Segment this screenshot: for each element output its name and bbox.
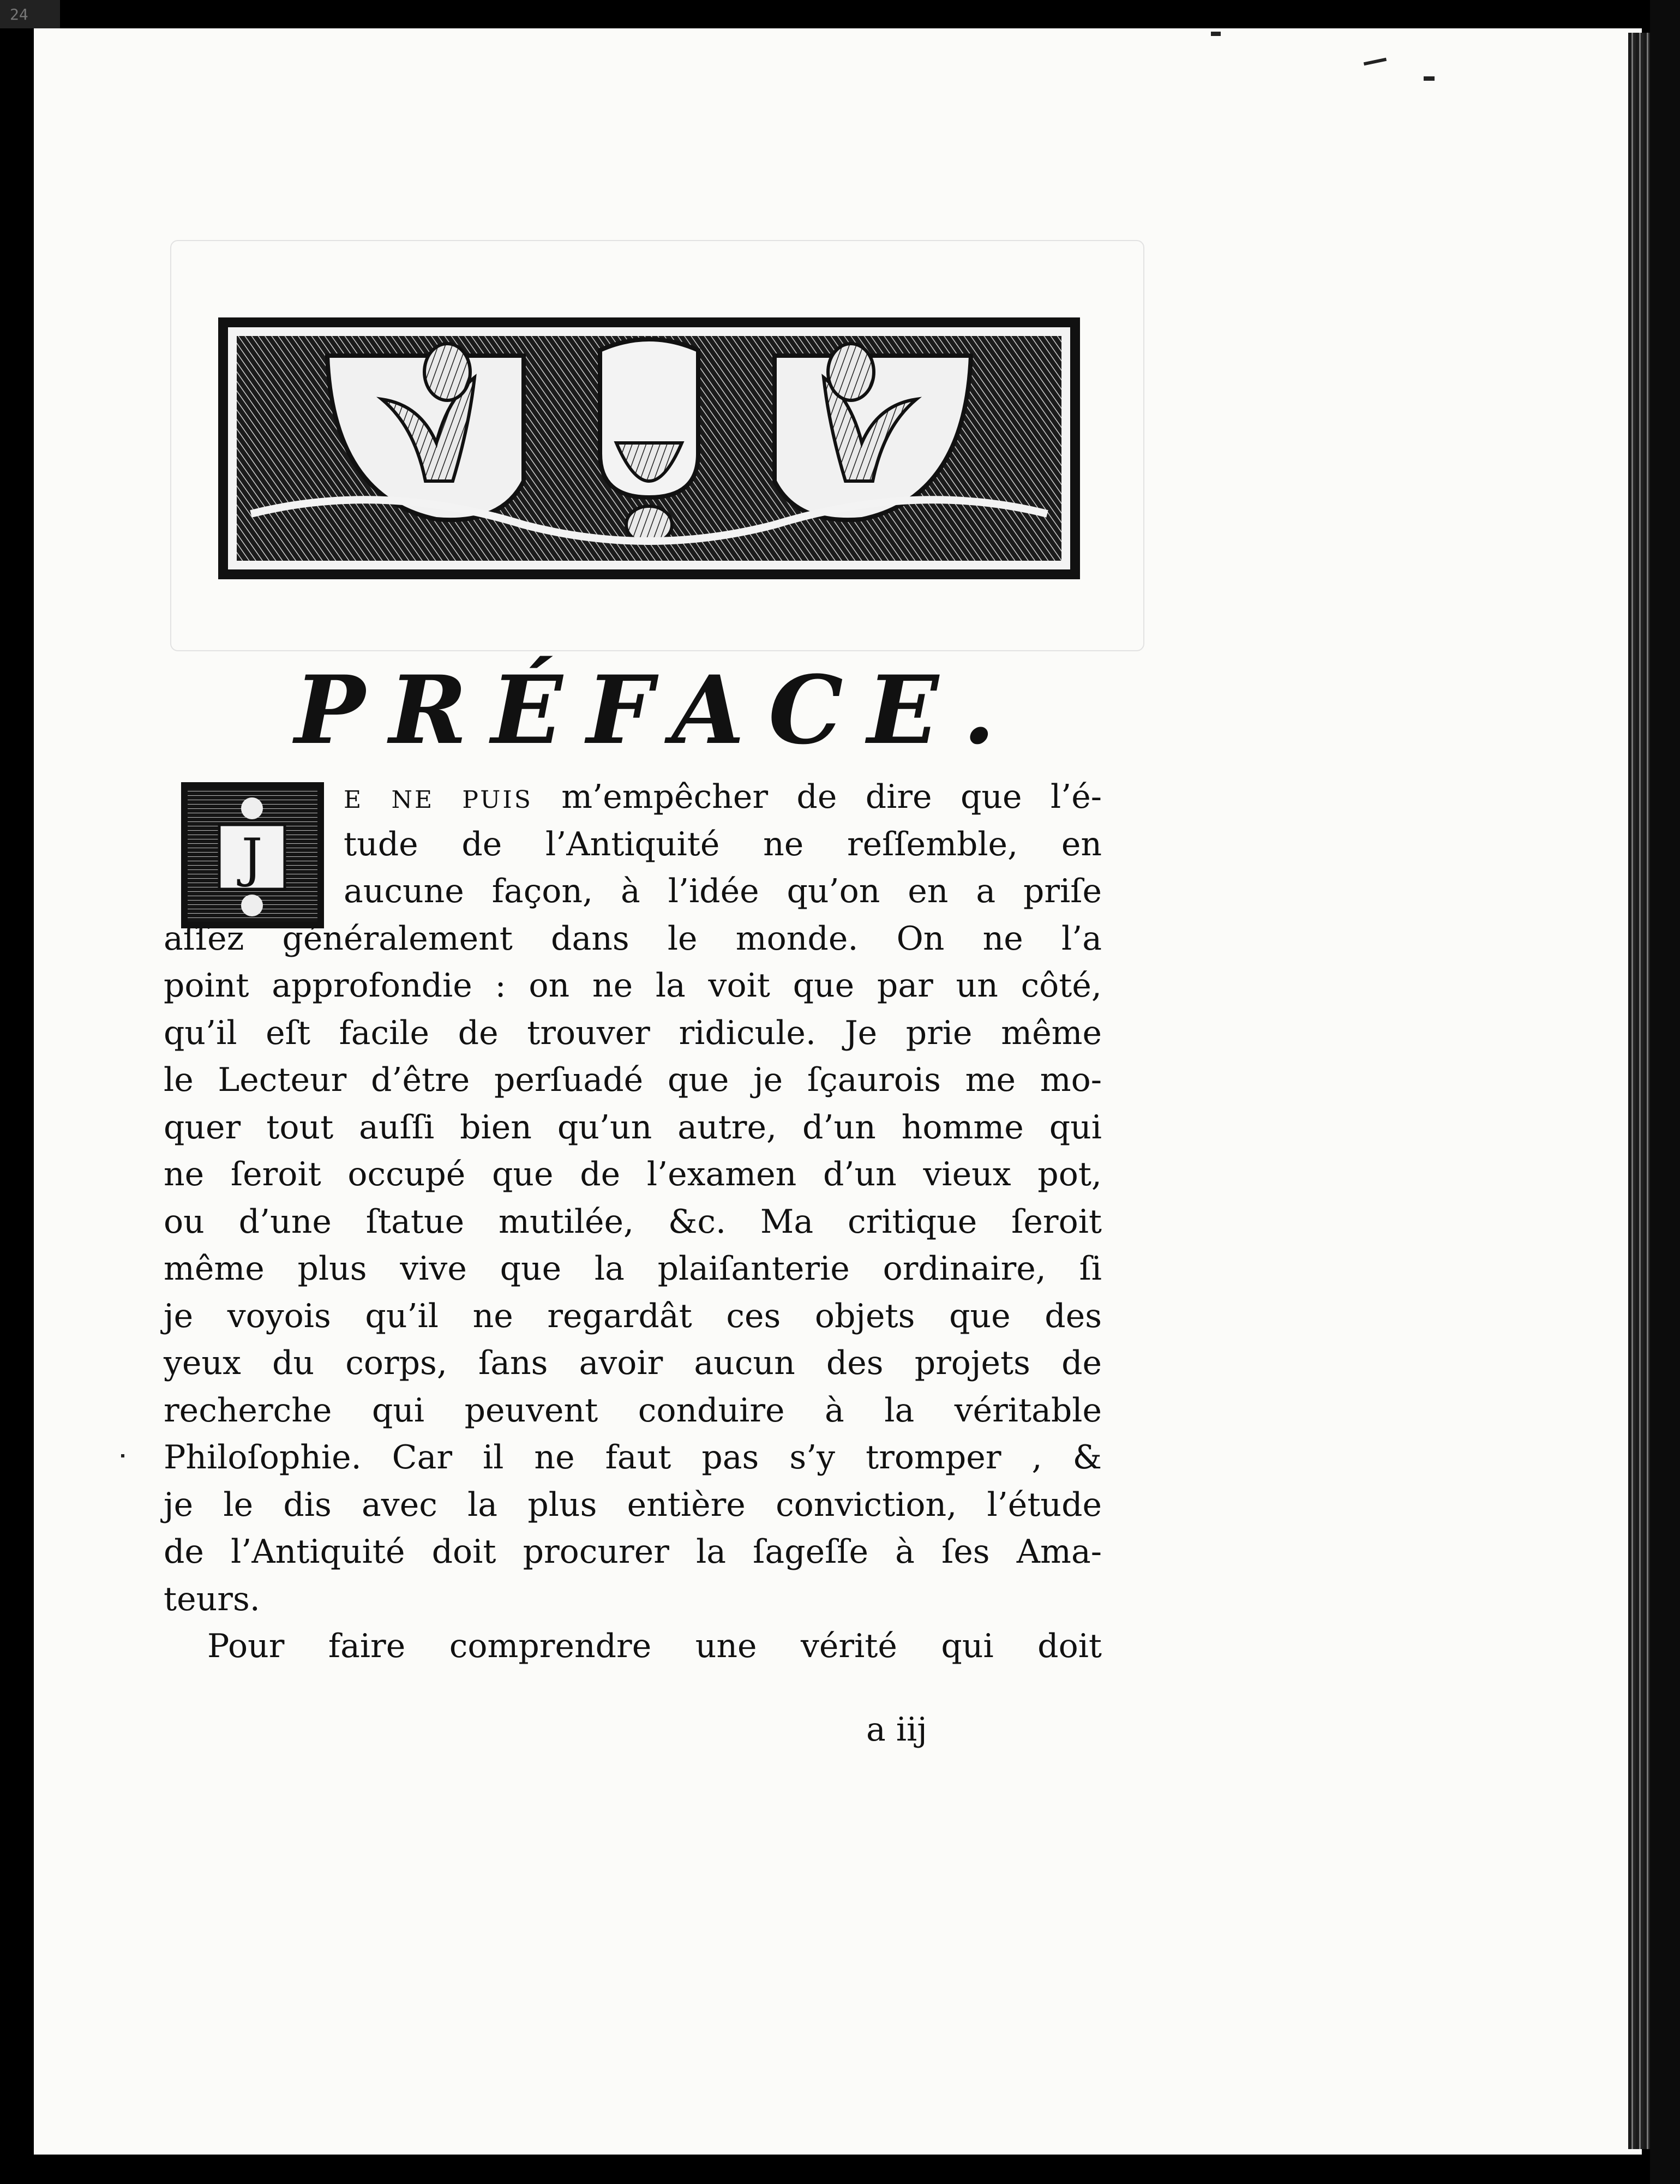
- scan-speck: [1211, 32, 1221, 36]
- scan-speck: [121, 1454, 124, 1457]
- book-cover-edge: [1650, 0, 1680, 2184]
- text-line-14: recherche qui peuvent conduire à la véritable: [164, 1391, 1102, 1430]
- text-line-13: yeux du corps, ſans avoir aucun des projets de: [164, 1344, 1102, 1382]
- page-title: PRÉFACE.: [295, 655, 1019, 765]
- text-line-8: quer tout auſſi bien qu’un autre, d’un homme qui: [164, 1108, 1102, 1147]
- text-line-10: ou d’une ſtatue mutilée, &c. Ma critique ſeroit: [164, 1202, 1102, 1241]
- text-line-7: le Lecteur d’être perſuadé que je ſçaurois me mo-: [164, 1061, 1102, 1099]
- text-line-11: même plus vive que la plaiſanterie ordinaire, ſi: [164, 1250, 1102, 1288]
- dropcap-letter: J: [241, 827, 263, 889]
- text-line-5: point approfondie : on ne la voit que par un côté,: [164, 967, 1102, 1005]
- corner-mark: [0, 0, 60, 28]
- text-line-16: je le dis avec la plus entière conviction, l’étude: [164, 1485, 1102, 1524]
- preface-text: [164, 773, 1102, 1670]
- text-line-1: [164, 773, 1102, 821]
- text-line-2: tude de l’Antiquité ne reſſemble, en: [344, 825, 1102, 863]
- text-line-9: ne ſeroit occupé que de l’examen d’un vieux pot,: [164, 1155, 1102, 1193]
- text-line-18: teurs.: [164, 1580, 260, 1618]
- text-line-19: Pour faire comprendre une vérité qui doit: [207, 1627, 1102, 1665]
- text-line-12: je voyois qu’il ne regardât ces objets que des: [164, 1297, 1102, 1335]
- page-edges: [1628, 33, 1650, 2149]
- smallcaps-opening: E NE PUIS: [344, 786, 533, 814]
- text-line-3: aucune façon, à l’idée qu’on en a priſe: [344, 872, 1102, 910]
- text-line-6: qu’il eſt facile de trouver ridicule. Je prie même: [164, 1013, 1102, 1052]
- text-line-17: de l’Antiquité doit procurer la ſageſſe à ſes Ama-: [164, 1533, 1102, 1571]
- corner-mark-text: 24: [10, 5, 28, 23]
- scan-speck: [1424, 76, 1435, 81]
- text-line-15: Philoſophie. Car il ne faut pas s’y tromper , &: [164, 1438, 1102, 1477]
- ornamental-vignette: [218, 317, 1080, 579]
- signature-mark: a iij: [866, 1711, 927, 1749]
- text-line-4: aſſez généralement dans le monde. On ne l’a: [164, 919, 1102, 958]
- text-line-1-body: m’empêcher de dire que l’é-: [561, 778, 1102, 816]
